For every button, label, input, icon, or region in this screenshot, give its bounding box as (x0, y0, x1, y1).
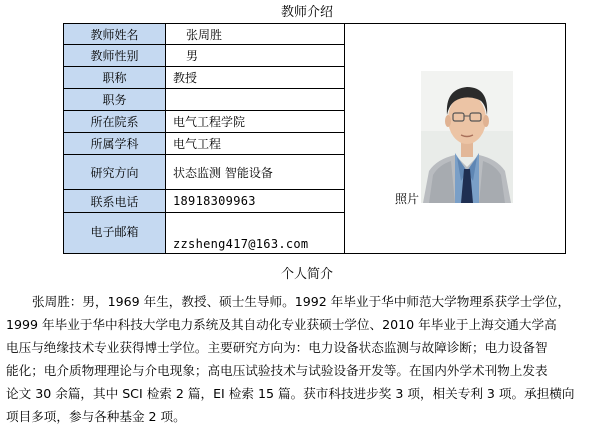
title-label: 职称 (64, 67, 166, 89)
photo-caption: 照片 (395, 192, 420, 206)
department-value: 电气工程学院 (166, 111, 345, 133)
name-label: 教师姓名 (64, 24, 166, 45)
photo-cell (345, 24, 566, 254)
department-label: 所在院系 (64, 111, 166, 133)
email-label: 电子邮箱 (90, 224, 139, 239)
research-label: 研究方向 (64, 155, 166, 190)
profile-table (63, 23, 566, 254)
intro-title: 个人简介 (280, 267, 333, 282)
page-title: 教师介绍 (280, 5, 333, 20)
phone-label: 联系电话 (64, 190, 166, 213)
email-label-cell (64, 213, 166, 254)
name-value: 张周胜 (166, 24, 345, 45)
teacher-photo (421, 71, 513, 203)
discipline-value: 电气工程 (166, 133, 345, 155)
bio-line: 电压与绝缘技术专业获得博士学位。主要研究方向为：电力设备状态监测与故障诊断；电力设备智 (6, 340, 548, 355)
bio-line: 论文 30 余篇，其中 SCI 检索 2 篇，EI 检索 15 篇。获市科技进步奖 3 项，相关专利 3 项。承担横向 (6, 386, 575, 401)
phone-value: 18918309963 (166, 190, 345, 213)
gender-label: 教师性别 (64, 45, 166, 67)
bio-paragraph (6, 290, 608, 428)
gender-value: 男 (166, 45, 345, 67)
bio-line: 项目多项，参与各种基金 2 项。 (6, 409, 186, 424)
bio-line: 张周胜：男，1969 年生，教授、硕士生导师。1992 年毕业于华中师范大学物理系获学士学位， (32, 294, 571, 309)
bio-line: 1999 年毕业于华中科技大学电力系统及其自动化专业获硕士学位、2010 年毕业于上海交通大学高 (6, 317, 557, 332)
email-value: zzsheng417@163.com (166, 213, 345, 254)
table-row (64, 24, 566, 45)
title-value: 教授 (166, 67, 345, 89)
position-value (166, 89, 345, 111)
discipline-label: 所属学科 (64, 133, 166, 155)
bio-line: 能化；电介质物理理论与介电现象；高电压试验技术与试验设备开发等。在国内外学术刊物上发表 (6, 363, 548, 378)
research-value: 状态监测 智能设备 (166, 155, 345, 190)
position-label: 职务 (64, 89, 166, 111)
